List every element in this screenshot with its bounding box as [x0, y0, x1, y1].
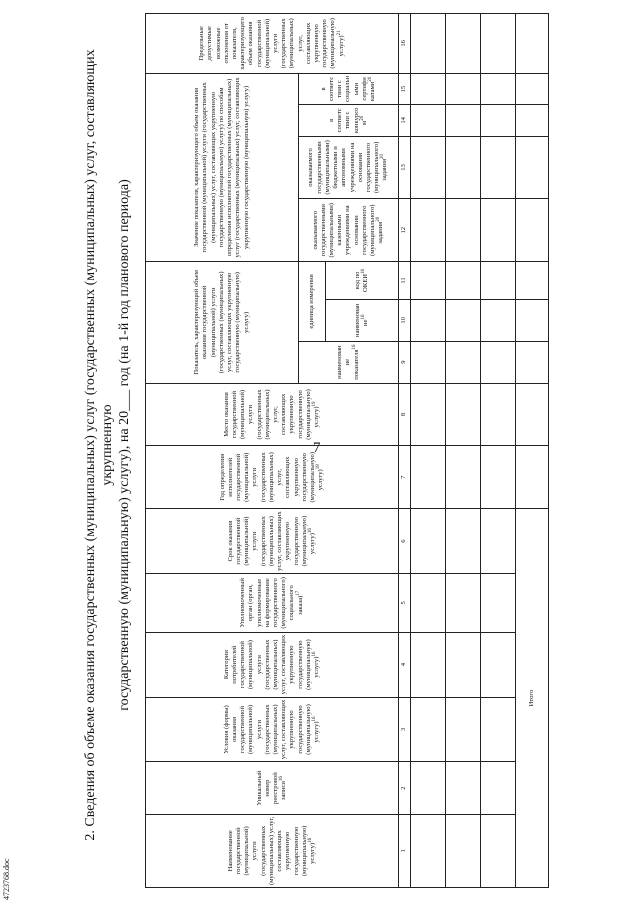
- table-cell: [411, 262, 446, 300]
- table-cell: [411, 762, 446, 814]
- table-cell: [481, 383, 516, 446]
- col-number: 9: [399, 341, 411, 383]
- table-cell: [411, 14, 446, 74]
- col-header-11: код по ОКЕИ$^{16}$: [326, 262, 399, 300]
- col-header-14: в соответствии с конкурсом$^{20}$: [299, 105, 399, 136]
- table-cell: [481, 14, 516, 74]
- col-header-10: наименование$^{16}$: [326, 299, 399, 341]
- page-number: 7: [313, 440, 321, 456]
- table-cell: [446, 136, 481, 199]
- table-cell: [516, 14, 549, 74]
- table-cell: [516, 446, 549, 509]
- table-row: [411, 14, 446, 888]
- table-cell: [481, 446, 516, 509]
- table-cell: [411, 73, 446, 104]
- table-cell: [446, 446, 481, 509]
- column-number-row: [399, 14, 411, 888]
- table-cell: [411, 341, 446, 383]
- table-cell: [411, 632, 446, 697]
- heading-line-1: 2. Сведения об объеме оказания государственных (муниципальных) услуг (государственных (муниципальных) услуг, составляющих укрупненную: [83, 49, 115, 841]
- table-cell: [516, 136, 549, 199]
- table-cell: [411, 697, 446, 762]
- col-number: 16: [399, 14, 411, 74]
- group-header-indicator: Показатель, характеризующий объем оказания государственной (муниципальной) услуги (государственных (муниципальных) услуг, составляющих укрупненную государственную (муниципальную) услугу): [146, 262, 299, 383]
- table-cell: [411, 383, 446, 446]
- table-cell: [446, 509, 481, 574]
- table-cell: [446, 199, 481, 262]
- col-header-12: оказываемого государственными (муниципальными) казенными учреждениями на основании государственного (муниципального) задания$^{20}$: [299, 199, 399, 262]
- col-header-5: Уполномоченный орган (орган, уполномоченные на формирование государственного (муниципального) социального заказа)$^{17}$: [146, 574, 399, 633]
- col-header-16: Предельные допустимые возможные отклонения от показателя, характеризующего объем оказания государственной (муниципальной) услуги (государственных (муниципальных) услуг, составляющих укрупненную государственную (муниципальную) услугу)$^{21}$: [146, 14, 399, 74]
- table-cell: [411, 199, 446, 262]
- col-number: 3: [399, 697, 411, 762]
- table-cell: [516, 73, 549, 104]
- table-cell: [411, 446, 446, 509]
- table-cell: [446, 762, 481, 814]
- table-cell: [481, 341, 516, 383]
- table-cell: [481, 574, 516, 633]
- col-header-15: в соответствии с социальными сертификатами$^{20}$: [299, 73, 399, 104]
- col-number: 15: [399, 73, 411, 104]
- table-cell: [516, 262, 549, 300]
- col-number: 5: [399, 574, 411, 633]
- table-cell: [411, 574, 446, 633]
- services-volume-table: [145, 13, 549, 888]
- col-header-1: Наименование государственной (муниципальной) услуги (государственных (муниципальных) услуг, составляющих укрупненную государственную (муниципальную) услугу)$^{16}$: [146, 814, 399, 887]
- table-cell: [446, 632, 481, 697]
- group-header-value: Значение показателя, характеризующего объем оказания государственной (муниципальной) услуги (государственных (муниципальных) услуг, составляющих укрупненную государственную (муниципальную) услугу) по способам определения исполнителей государственных (муниципальных) услуг (государственных (муниципальных) услуг, составляющих укрупненную государственную (муниципальную) услугу): [146, 73, 299, 261]
- col-number: 12: [399, 199, 411, 262]
- table-cell: [481, 199, 516, 262]
- table-cell: [481, 136, 516, 199]
- col-number: 7: [399, 446, 411, 509]
- col-number: 11: [399, 262, 411, 300]
- table-cell: [446, 574, 481, 633]
- total-label: Итого: [516, 509, 549, 888]
- col-number: 2: [399, 762, 411, 814]
- col-header-13: оказываемого государственными (муниципальными) бюджетными и автономными учреждениями на основании государственного (муниципального) задания$^{20}$: [299, 136, 399, 199]
- table-cell: [446, 14, 481, 74]
- document-id: 4723768.doc: [2, 858, 11, 900]
- table-cell: [446, 697, 481, 762]
- table-cell: [411, 509, 446, 574]
- col-number: 10: [399, 299, 411, 341]
- col-header-3: Условия (формы) оказания государственной (муниципальной) услуги (государственных (муниципальных) услуг, составляющих укрупненную государственную (муниципальную) услугу)$^{16}$: [146, 697, 399, 762]
- section-heading: [82, 15, 133, 875]
- col-header-2: Уникальный номер реестровой записи$^{16}$: [146, 762, 399, 814]
- table-cell: [411, 814, 446, 887]
- table-cell: [516, 341, 549, 383]
- group-header-unit: единица измерения: [299, 262, 326, 342]
- table-cell: [516, 299, 549, 341]
- col-header-9: наименование показателя$^{16}$: [299, 341, 399, 383]
- heading-line-2: государственную (муниципальную) услугу), на 20___ год (на 1-й год планового периода): [117, 179, 132, 711]
- table-cell: [481, 762, 516, 814]
- table-cell: [411, 299, 446, 341]
- table-cell: [481, 632, 516, 697]
- col-number: 1: [399, 814, 411, 887]
- table-cell: [481, 105, 516, 136]
- col-number: 4: [399, 632, 411, 697]
- table-cell: [481, 697, 516, 762]
- col-number: 14: [399, 105, 411, 136]
- col-header-7: Год определения исполнителей государственной (муниципальной) услуги (государственных (муниципальных) услуг, составляющих укрупненную государственную (муниципальную) услугу)$^{18}$: [146, 446, 399, 509]
- col-number: 13: [399, 136, 411, 199]
- table-cell: [481, 262, 516, 300]
- table-cell: [481, 299, 516, 341]
- rotated-table-wrapper: [145, 8, 625, 888]
- total-row: [516, 14, 549, 888]
- col-header-8: Место оказания государственной (муниципальной) услуги (государственных (муниципальных) услуг, составляющих укрупненную государственную (муниципальную) услугу)$^{19}$: [146, 383, 399, 446]
- table-cell: [446, 299, 481, 341]
- table-row: [446, 14, 481, 888]
- table-cell: [516, 383, 549, 446]
- col-number: 8: [399, 383, 411, 446]
- table-cell: [446, 73, 481, 104]
- table-cell: [411, 136, 446, 199]
- table-row: [481, 14, 516, 888]
- table-cell: [516, 105, 549, 136]
- col-number: 6: [399, 509, 411, 574]
- table-cell: [446, 262, 481, 300]
- table-cell: [481, 73, 516, 104]
- header-row-1: [146, 14, 299, 888]
- col-header-4: Категории потребителей государственной (муниципальной) услуги (государственных (муниципальных) услуг, составляющих укрупненную государственную (муниципальную) услугу)$^{16}$: [146, 632, 399, 697]
- table-cell: [446, 814, 481, 887]
- table-cell: [411, 105, 446, 136]
- table-cell: [516, 199, 549, 262]
- table-cell: [446, 105, 481, 136]
- table-cell: [481, 509, 516, 574]
- table-cell: [481, 814, 516, 887]
- table-cell: [446, 383, 481, 446]
- col-header-6: Срок оказания государственной (муниципальной) услуги (государственных (муниципальных) услуг, составляющих укрупненную государственную (муниципальную) услугу)$^{16}$: [146, 509, 399, 574]
- table-cell: [446, 341, 481, 383]
